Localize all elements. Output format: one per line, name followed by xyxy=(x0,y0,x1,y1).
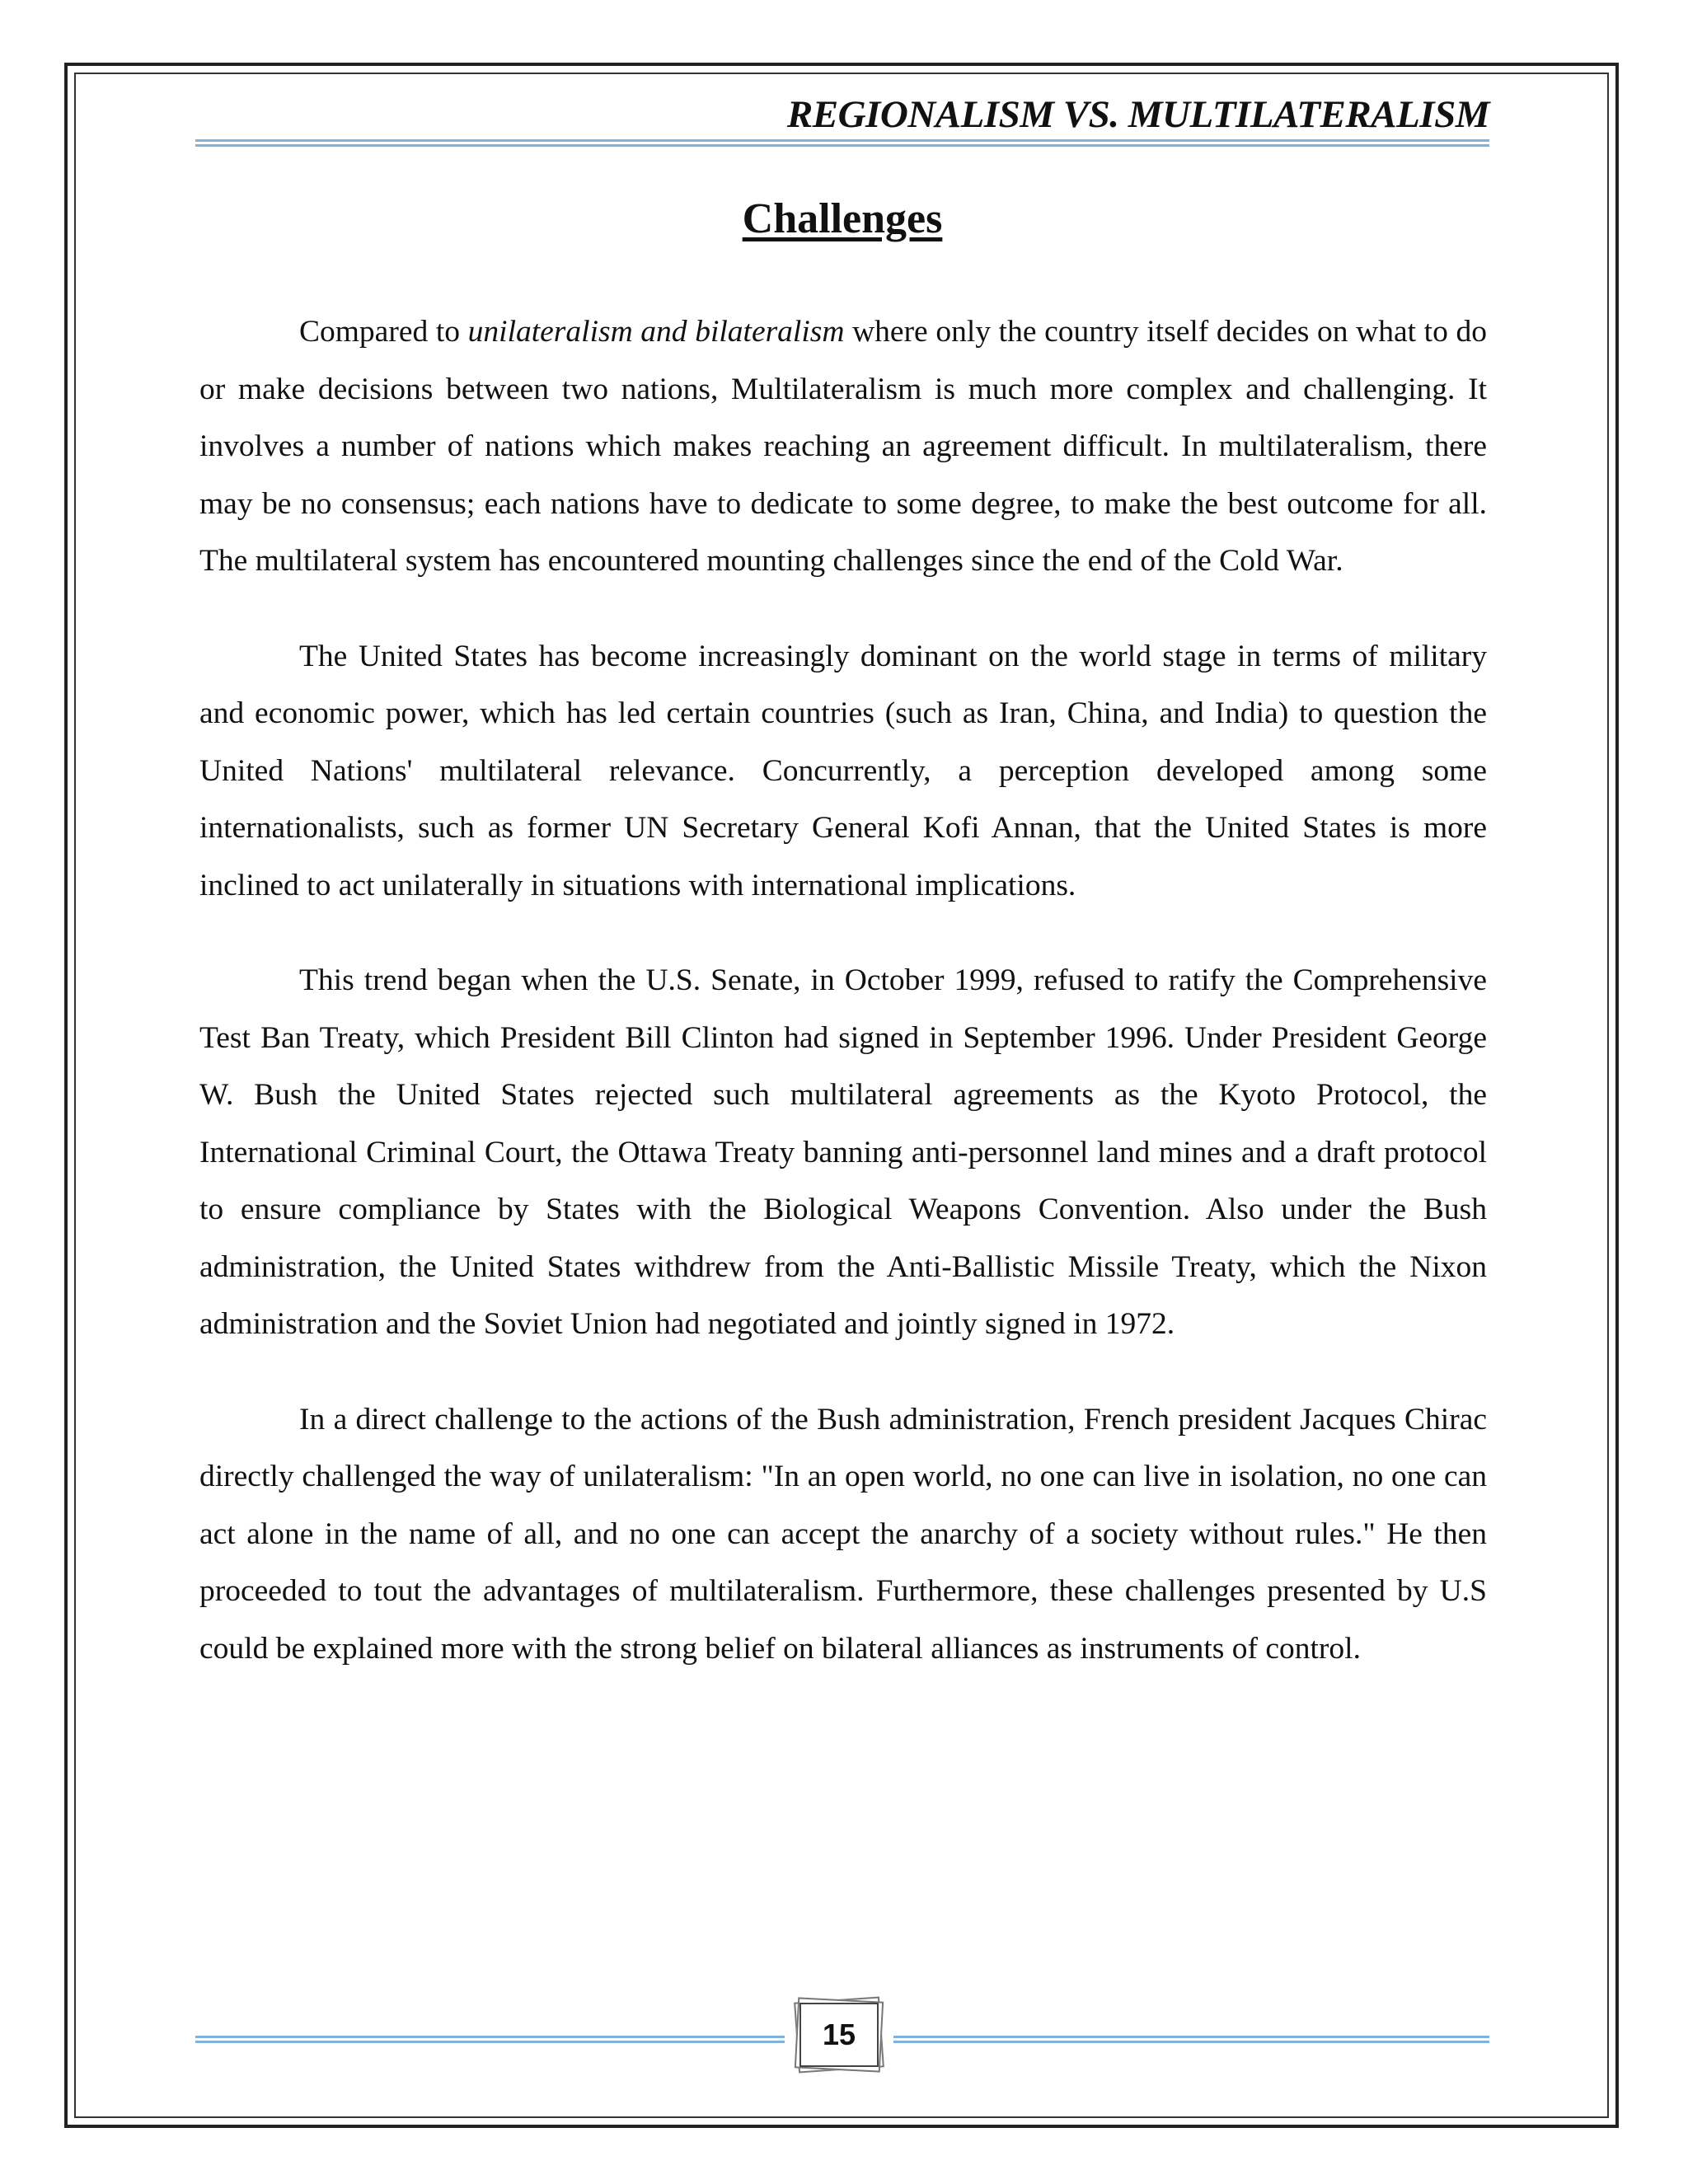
paragraph-1-emphasis: unilateralism and bilateralism xyxy=(467,315,845,349)
footer-rule-right xyxy=(893,2036,1489,2043)
section-title: Challenges xyxy=(742,195,943,242)
paragraph-2: The United States has become increasingly dominant on the world stage in terms of military and economic power, which has led certain countries (such as Iran, China, and India) to question the United Nations' multilateral relevance. Concurrently, a perception developed among some internationalists, such as former UN Secretary General Kofi Annan, that the United States is more inclined to act unilaterally in situations with international implications. xyxy=(199,639,1487,902)
paragraph-3: This trend began when the U.S. Senate, in October 1999, refused to ratify the Comprehensive Test Ban Treaty, which President Bill Clinton had signed in September 1996. Under President George W. Bush the United States rejected such multilateral agreements as the Kyoto Protocol, the International Criminal Court, the Ottawa Treaty banning anti-personnel land mines and a draft protocol to ensure compliance by States with the Biological Weapons Convention. Also under the Bush administration, the United States withdrew from the Anti-Ballistic Missile Treaty, which the Nixon administration and the Soviet Union had negotiated and jointly signed in 1972. xyxy=(199,963,1487,1341)
body-text xyxy=(199,303,1487,1715)
paragraph-1-start: Compared to xyxy=(299,315,468,349)
paragraph-1-rest: where only the country itself decides on what to do or make decisions between two nations, Multilateralism is much more complex and challenging. It involves a number of nations which makes reaching an agreement difficult. In multilateralism, there may be no consensus; each nations have to dedicate to some degree, to make the best outcome for all. The multilateral system has encountered mounting challenges since the end of the Cold War. xyxy=(199,315,1487,578)
page-number-box xyxy=(791,1993,887,2075)
paragraph-4: In a direct challenge to the actions of the Bush administration, French president Jacques Chirac directly challenged the way of unilateralism: "In an open world, no one can live in isolation, no one can act alone in the name of all, and no one can accept the anarchy of a society without rules." He then proceeded to tout the advantages of multilateralism. Furthermore, these challenges presented by U.S could be explained more with the strong belief on bilateral alliances as instruments of control. xyxy=(199,1402,1487,1666)
footer-rule-left xyxy=(195,2036,785,2043)
header-rule xyxy=(195,139,1489,147)
paragraph-1 xyxy=(199,303,1487,590)
page-number: 15 xyxy=(822,2018,856,2051)
running-header: REGIONALISM VS. MULTILATERALISM xyxy=(786,93,1489,136)
